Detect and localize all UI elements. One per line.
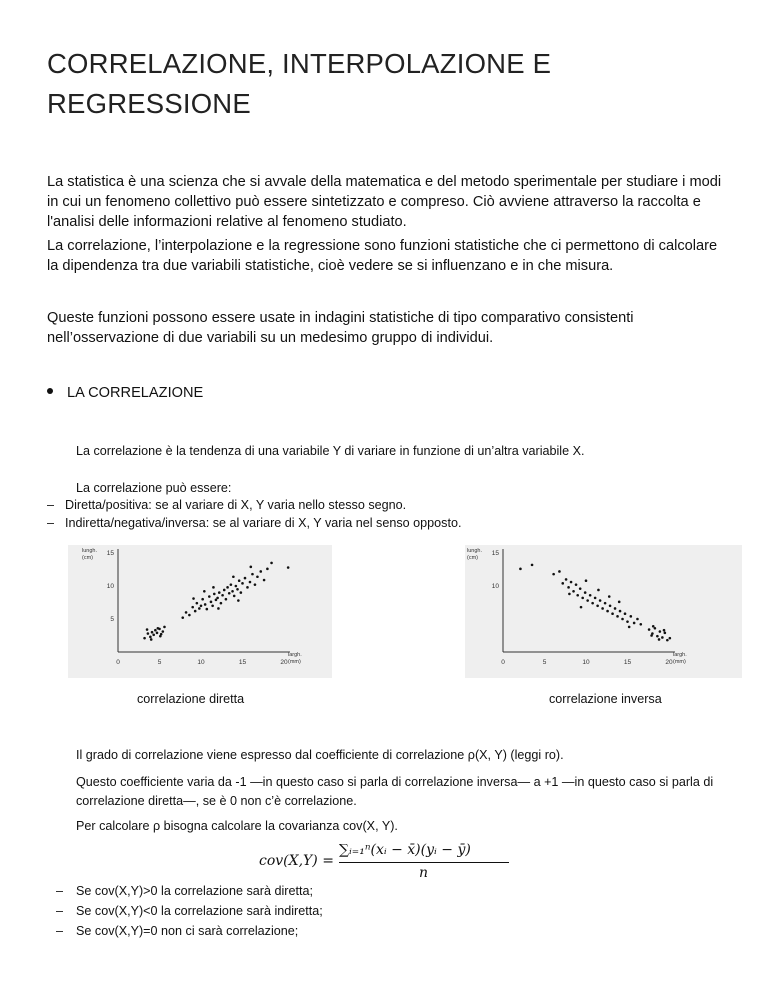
x-tick-label: 15	[238, 659, 247, 666]
data-point	[228, 592, 231, 595]
data-point	[191, 606, 194, 609]
rule-item-1-text: Se cov(X,Y)>0 la correlazione sarà diretta;	[76, 884, 313, 898]
data-point	[630, 615, 633, 618]
y-axis-label: (cm)	[82, 555, 93, 561]
data-point	[648, 628, 651, 631]
data-point	[663, 629, 666, 632]
data-point	[163, 626, 166, 629]
data-point	[201, 598, 204, 601]
data-point	[220, 602, 223, 605]
data-point	[151, 631, 154, 634]
data-point	[576, 594, 579, 597]
data-point	[196, 602, 199, 605]
data-point	[666, 639, 669, 642]
x-axis-label: largh.	[288, 652, 302, 658]
section-heading	[47, 385, 203, 401]
data-point	[244, 577, 247, 580]
scatter-svg-inverse	[465, 545, 742, 678]
x-tick-label: 10	[582, 659, 590, 666]
bullet-icon	[47, 388, 53, 394]
data-point	[519, 568, 522, 571]
data-point	[619, 610, 622, 613]
x-tick-label: 20	[665, 659, 673, 666]
data-point	[212, 586, 215, 589]
data-point	[203, 590, 206, 593]
data-point	[624, 612, 627, 615]
page-title: CORRELAZIONE, INTERPOLAZIONE E REGRESSIONE	[47, 48, 552, 119]
x-tick-label: 0	[501, 659, 505, 666]
data-point	[604, 602, 607, 605]
data-point	[664, 632, 667, 635]
data-point	[572, 590, 575, 593]
data-point	[579, 587, 582, 590]
data-point	[251, 573, 254, 576]
type-item-direct: – Diretta/positiva: se al variare di X, Y varia nello stesso segno.	[47, 498, 407, 512]
data-point	[246, 586, 249, 589]
data-point	[204, 603, 207, 606]
y-tick-label: 5	[110, 616, 114, 623]
data-point	[652, 625, 655, 628]
data-point	[608, 595, 611, 598]
data-point	[200, 605, 203, 608]
data-point	[154, 629, 157, 632]
data-point	[636, 618, 639, 621]
data-point	[231, 590, 234, 593]
intro-paragraph-2: La correlazione, l’interpolazione e la regressione sono funzioni statistiche che ci permettono di calcolare la dipendenza tra due variabili statistiche, cioè vedere se si influenzano e in che misura.	[47, 238, 718, 274]
data-point	[586, 599, 589, 602]
intro-paragraph-1: La statistica è una scienza che si avvale della matematica e del metodo sperimentale per studiare i modi in cui un fenomeno collettivo può essere sintetizzato e compreso. Ciò avviene attraverso la raccolta e l'analisi delle informazioni relative al fenomeno studiato.	[47, 174, 722, 230]
data-point	[249, 581, 252, 584]
data-point	[194, 610, 197, 613]
data-point	[208, 595, 211, 598]
data-point	[661, 636, 664, 639]
x-tick-label: 20	[280, 659, 288, 666]
data-point	[218, 591, 221, 594]
rule-item-3-text: Se cov(X,Y)=0 non ci sarà correlazione;	[76, 924, 299, 938]
data-point	[633, 622, 636, 625]
data-point	[226, 586, 229, 589]
data-point	[235, 585, 238, 588]
data-point	[217, 607, 220, 610]
y-axis-label: lungh.	[467, 548, 482, 554]
data-point	[618, 601, 621, 604]
formula-fraction-line	[339, 862, 509, 863]
x-tick-label: 10	[197, 659, 205, 666]
data-point	[236, 588, 239, 591]
data-point	[599, 599, 602, 602]
y-tick-label: 15	[491, 550, 499, 557]
scatter-plot-direct	[68, 545, 332, 678]
data-point	[240, 591, 243, 594]
data-point	[192, 597, 195, 600]
covariance-text: Per calcolare ρ bisogna calcolare la covarianza cov(X, Y).	[76, 819, 398, 833]
data-point	[628, 626, 631, 629]
data-point	[565, 578, 568, 581]
types-intro: La correlazione può essere:	[76, 481, 232, 495]
data-point	[157, 627, 160, 630]
data-point	[223, 589, 226, 592]
data-point	[611, 612, 614, 615]
y-tick-label: 10	[106, 583, 114, 590]
data-point	[216, 597, 219, 600]
data-point	[233, 595, 236, 598]
data-point	[238, 579, 241, 582]
data-point	[143, 637, 146, 640]
data-point	[254, 583, 257, 586]
data-point	[147, 632, 150, 635]
data-point	[601, 607, 604, 610]
scatter-svg-direct	[68, 545, 332, 678]
formula-numerator: ∑ᵢ₌₁ⁿ(xᵢ − x̄)(yᵢ − ȳ)	[339, 842, 471, 858]
data-point	[581, 597, 584, 600]
data-point	[656, 635, 659, 638]
data-point	[609, 605, 612, 608]
x-axis-label: (mm)	[288, 659, 301, 665]
x-tick-label: 0	[116, 659, 120, 666]
y-tick-label: 15	[106, 550, 114, 557]
data-point	[230, 583, 233, 586]
data-point	[206, 608, 209, 611]
data-point	[211, 605, 214, 608]
data-point	[552, 573, 555, 576]
x-tick-label: 5	[542, 659, 547, 666]
formula-denominator: n	[419, 865, 429, 881]
y-tick-label: 10	[491, 583, 499, 590]
data-point	[659, 630, 662, 633]
data-point	[256, 575, 259, 578]
data-point	[215, 599, 218, 602]
x-tick-label: 15	[623, 659, 632, 666]
data-point	[650, 634, 653, 637]
x-axis-label: largh.	[673, 652, 687, 658]
data-point	[654, 627, 657, 630]
data-point	[621, 618, 624, 621]
rule-item-3: – Se cov(X,Y)=0 non ci sarà correlazione;	[56, 924, 299, 938]
data-point	[225, 598, 228, 601]
data-point	[669, 637, 672, 640]
data-point	[232, 575, 235, 578]
data-point	[241, 582, 244, 585]
definition-text: La correlazione è la tendenza di una variabile Y di variare in funzione di un’altra variabile X.	[76, 444, 585, 458]
data-point	[162, 630, 165, 633]
type-item-inverse-text: Indiretta/negativa/inversa: se al variare di X, Y varia nel senso opposto.	[65, 516, 462, 530]
data-point	[150, 638, 153, 641]
data-point	[237, 599, 240, 602]
scatter-plot-inverse	[465, 545, 742, 678]
y-axis-label: (cm)	[467, 555, 478, 561]
data-point	[210, 601, 213, 604]
coefficient-text: Il grado di correlazione viene espresso dal coefficiente di correlazione ρ(X, Y) (leggi ro).	[76, 748, 564, 762]
data-point	[287, 566, 290, 569]
type-item-inverse: – Indiretta/negativa/inversa: se al variare di X, Y varia nel senso opposto.	[47, 516, 462, 530]
data-point	[575, 583, 578, 586]
data-point	[580, 606, 583, 609]
data-point	[614, 607, 617, 610]
data-point	[159, 635, 162, 638]
data-point	[616, 615, 619, 618]
data-point	[589, 594, 592, 597]
data-point	[585, 579, 588, 582]
data-point	[259, 570, 262, 573]
data-point	[146, 628, 149, 631]
x-tick-label: 5	[157, 659, 162, 666]
data-point	[270, 562, 273, 565]
data-point	[188, 614, 191, 617]
data-point	[594, 597, 597, 600]
type-item-direct-text: Diretta/positiva: se al variare di X, Y varia nello stesso segno.	[65, 498, 407, 512]
data-point	[591, 602, 594, 605]
data-point	[221, 594, 224, 597]
data-point	[250, 566, 253, 569]
data-point	[606, 610, 609, 613]
data-point	[597, 589, 600, 592]
data-point	[658, 638, 661, 641]
data-point	[570, 581, 573, 584]
x-axis-label: (mm)	[673, 659, 686, 665]
rule-item-2: – Se cov(X,Y)<0 la correlazione sarà indiretta;	[56, 904, 323, 918]
data-point	[596, 605, 599, 608]
caption-direct: correlazione diretta	[137, 692, 245, 706]
data-point	[152, 634, 155, 637]
data-point	[149, 636, 152, 639]
y-axis-label: lungh.	[82, 548, 97, 554]
data-point	[156, 632, 159, 635]
data-point	[639, 623, 642, 626]
data-point	[266, 568, 269, 571]
data-point	[584, 591, 587, 594]
data-point	[185, 611, 188, 614]
data-point	[213, 593, 216, 596]
data-point	[568, 593, 571, 596]
range-text: Questo coefficiente varia da -1 —in questo caso si parla di correlazione inversa— a +1 —in questo caso si parla di correlazione diretta—, se è 0 non c’è correlazione.	[76, 775, 714, 808]
formula-lhs: cov(X,Y) =	[259, 853, 334, 869]
intro-paragraph-3: Queste funzioni possono essere usate in indagini statistiche di tipo comparativo consistenti nell’osservazione di due variabili su un medesimo gruppo di individui.	[47, 310, 634, 346]
rule-item-1: – Se cov(X,Y)>0 la correlazione sarà diretta;	[56, 884, 313, 898]
data-point	[263, 579, 266, 582]
section-heading-text: LA CORRELAZIONE	[67, 385, 204, 401]
data-point	[558, 570, 561, 573]
rule-item-2-text: Se cov(X,Y)<0 la correlazione sarà indiretta;	[76, 904, 323, 918]
data-point	[181, 616, 184, 619]
caption-inverse: correlazione inversa	[549, 692, 662, 706]
data-point	[567, 586, 570, 589]
data-point	[531, 564, 534, 567]
data-point	[198, 607, 201, 610]
data-point	[561, 582, 564, 585]
data-point	[626, 620, 629, 623]
